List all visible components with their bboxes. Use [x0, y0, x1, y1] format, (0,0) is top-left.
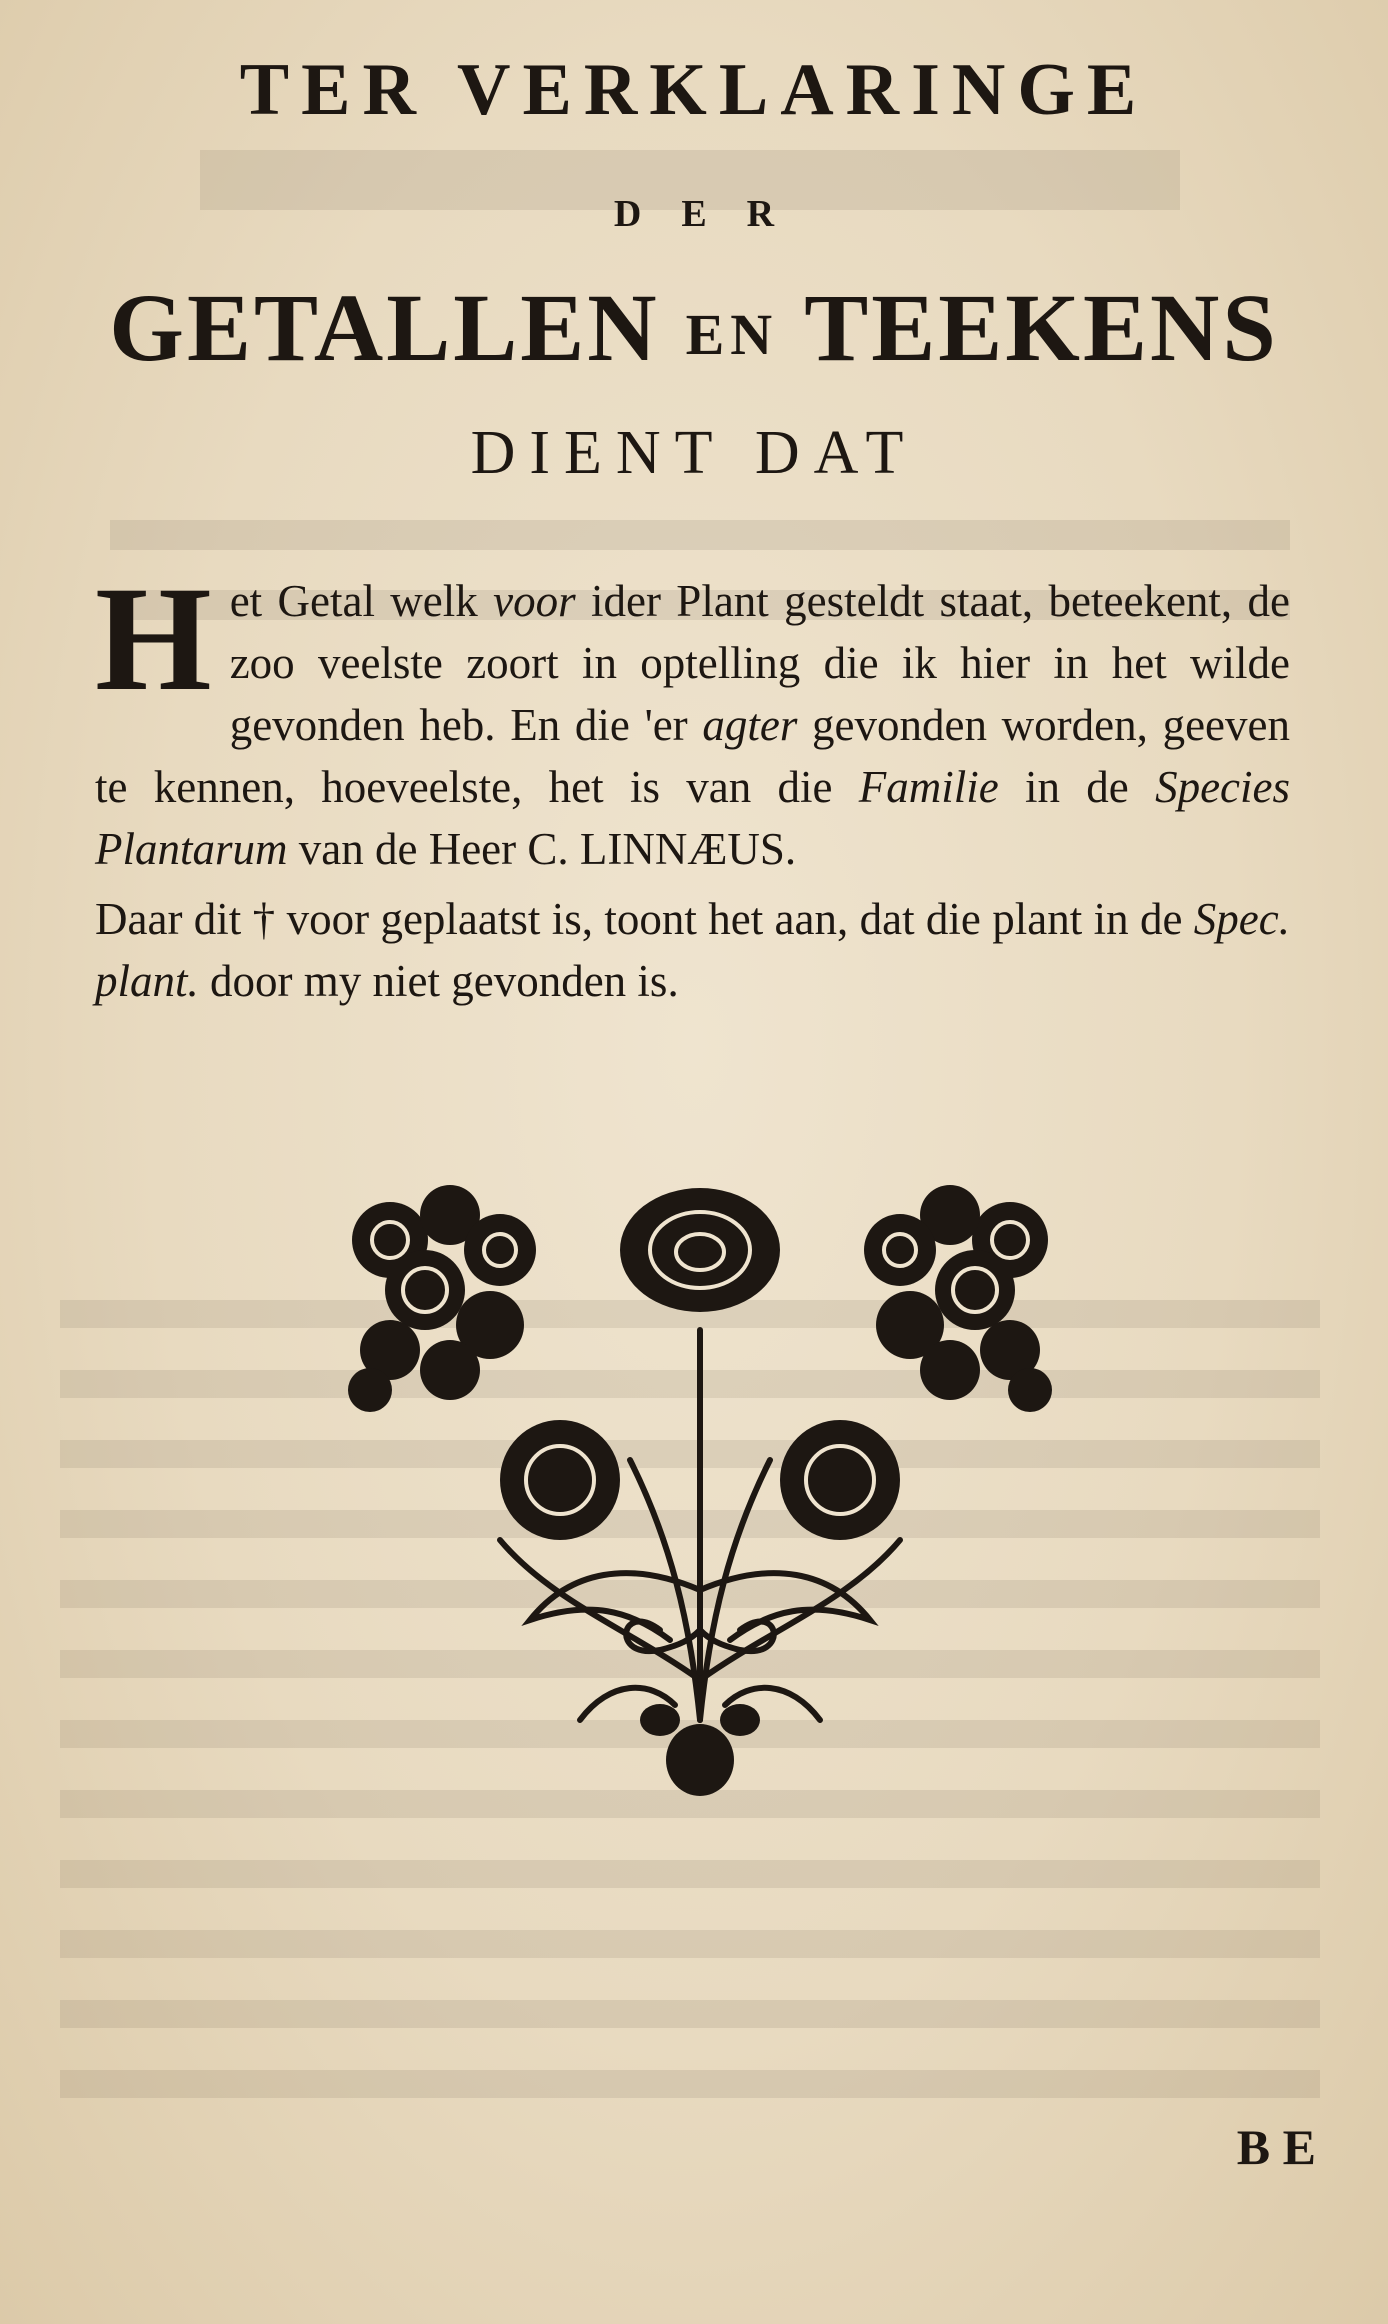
heading-word-teekens: TEEKENS [804, 274, 1279, 381]
heading-word-en: EN [685, 302, 779, 367]
p1-seg1-italic: voor [493, 576, 576, 626]
drop-cap: H [95, 556, 212, 722]
paragraph-2 [95, 888, 1290, 1012]
body-text [95, 556, 1290, 1012]
p1-seg5: van de Heer C. LINNÆUS. [287, 824, 797, 874]
p1-seg1: et Getal welk [229, 576, 494, 626]
p1-seg4: in de [998, 762, 1156, 812]
heading-line-2: DER [613, 193, 815, 235]
p1-seg3-italic: Familie [858, 762, 999, 812]
p2-seg1-italic: Spec. plant. [95, 894, 1290, 1006]
p1-seg4-italic: Species Plantarum [95, 762, 1290, 874]
p1-seg3: gevonden worden, geeven te kennen, hoeveelste, het is van die [95, 700, 1290, 812]
heading-line-4: DIENT DAT [470, 419, 918, 487]
p2-seg1: Daar dit † voor geplaatst is, toont het aan, dat die plant in de [95, 894, 1194, 944]
floral-basket-ornament-icon [330, 1160, 1070, 1800]
paragraph-1 [95, 556, 1290, 880]
catchword: B E [1236, 2119, 1316, 2175]
heading-line-1: TER VERKLARINGE [239, 49, 1149, 131]
p2-seg2: door my niet gevonden is. [198, 956, 679, 1006]
heading-line-3 [0, 272, 1388, 383]
heading-word-getallen: GETALLEN [109, 274, 660, 381]
p1-seg2-italic: agter [702, 700, 798, 750]
p1-seg2: ider Plant gesteldt staat, beteekent, de zoo veelste zoort in optelling die ik hier in het wilde gevonden heb. En die 'er [229, 576, 1290, 750]
